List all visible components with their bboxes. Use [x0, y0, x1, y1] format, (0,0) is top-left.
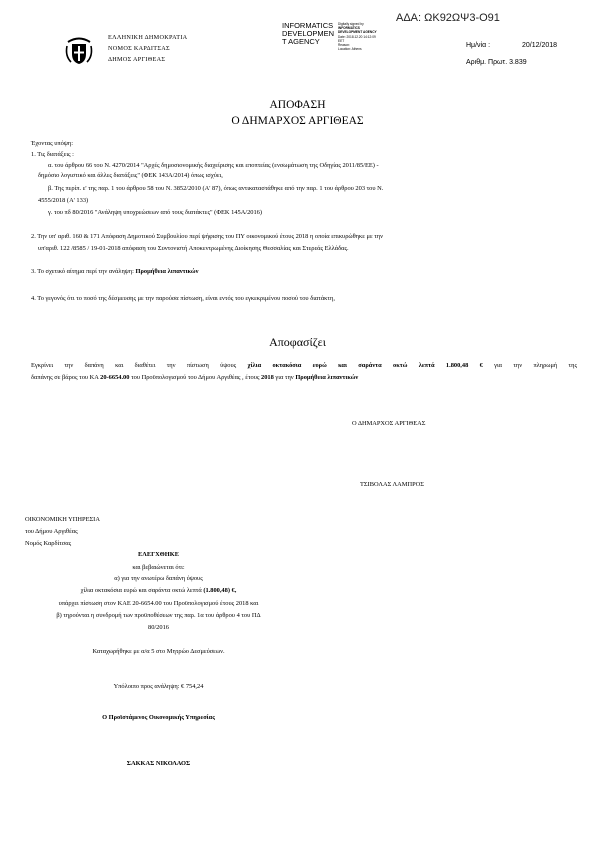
item-1a-cont: δημόσιο λογιστικό και άλλες διατάξεις" (ΦΕΚ 143Α/2014) όπως ισχύει,: [38, 172, 223, 179]
sig-line: Digitally signed by: [338, 22, 364, 26]
protocol-label: Αριθμ. Πρωτ.: [466, 59, 508, 66]
item-1a: α. του άρθρου 66 του Ν. 4270/2014 "Αρχές δημοσιονομικής διαχείρισης και εποπτείας (ενσωμάτωση της Οδηγίας 2011/85/ΕΕ) -: [48, 162, 379, 169]
gov-line: ΔΗΜΟΣ ΑΡΓΙΘΕΑΣ: [108, 56, 166, 63]
item-3: [31, 268, 198, 276]
item-4: 4. Το γεγονός ότι το ποσό της δέσμευσης με την παρούσα πίστωση, είναι εντός του εγκεκριμένου ποσού του διατάκτη,: [31, 295, 335, 302]
item-1: 1. Τις διατάξεις :: [31, 151, 74, 158]
balance-text: Υπόλοιπο προς ανάληψη: € 754,24: [113, 683, 204, 690]
decision-amount-words: χίλια οκτακόσια ευρώ και σαράντα οκτώ λεπτά: [247, 362, 435, 369]
date-row: [466, 37, 558, 54]
item-2: 2. Την υπ' αριθ. 160 & 171 Απόφαση Δημοτικού Συμβουλίου περί ψήφισης του ΠΥ οικονομικού έτους 2018 η οποία επικυρώθηκε με την: [31, 233, 384, 240]
decision-text: δαπάνης σε βάρος του ΚΑ: [31, 374, 99, 381]
agency-line: DEVELOPMEN: [282, 29, 335, 38]
finance-prefecture: Νομός Καρδίτσας: [25, 540, 72, 547]
finance-b-line: β) τηρούνται η συνδρομή των προϋποθέσεων της παρ. 1α του άρθρου 4 του ΠΔ: [56, 612, 261, 619]
decision-heading: Αποφασίζει: [269, 335, 326, 349]
document-title: [0, 97, 595, 129]
finance-dept: ΟΙΚΟΝΟΜΙΚΗ ΥΠΗΡΕΣΙΑ: [25, 516, 100, 523]
date-label: Ημ/νία :: [466, 42, 491, 49]
finance-credit-line: υπάρχει πίστωση στον ΚΑΕ 20-6654.00 του Προϋπολογισμού έτους 2018 και: [58, 600, 259, 607]
title-line-2: Ο ΔΗΜΑΡΧΟΣ ΑΡΓΙΘΕΑΣ: [231, 115, 364, 127]
certified-text: και βεβαιώνεται ότι:: [132, 564, 185, 571]
gov-line: ΝΟΜΟΣ ΚΑΡΔΙΤΣΑΣ: [108, 45, 170, 52]
mayor-role: Ο ΔΗΜΑΡΧΟΣ ΑΡΓΙΘΕΑΣ: [352, 420, 426, 427]
item-1b-cont: 4555/2018 (Α' 133): [38, 197, 89, 204]
item-3-prefix: 3. Το σχετικό αίτημα περί την ανάληψη:: [31, 268, 134, 275]
title-line-1: ΑΠΟΦΑΣΗ: [269, 99, 326, 111]
decision-text: για την πληρωμή της: [494, 362, 577, 369]
sig-line: Reason:: [338, 43, 350, 48]
sig-line: EET: [338, 38, 345, 43]
agency-line: T AGENCY: [282, 37, 320, 46]
decision-paragraph-line-2: [31, 374, 358, 382]
protocol-value: 3.839: [509, 59, 527, 66]
sig-line: INFORMATICS: [338, 26, 360, 31]
finance-amount-words: χίλια οκτακόσια ευρώ και σαράντα οκτώ λεπτά: [80, 587, 202, 594]
finance-amount-line: [0, 587, 317, 595]
finance-a-line: α) για την ανωτέρω δαπάνη ύψους: [114, 575, 203, 582]
government-header: [108, 32, 187, 65]
sig-line: Location: Athens: [338, 47, 362, 52]
agency-name: [282, 22, 334, 46]
greek-emblem-icon: [64, 34, 94, 66]
checked-label: ΕΛΕΓΧΘΗΚΕ: [138, 551, 179, 558]
protocol-row: [466, 54, 527, 71]
item-3-subject: Προμήθεια λιπαντικών: [135, 268, 199, 275]
decision-subject: Προμήθεια λιπαντικών: [295, 374, 359, 381]
decision-text: του Προϋπολογισμού του Δήμου Αργιθέας , έτους: [131, 374, 260, 381]
digital-signature-info: [338, 22, 377, 51]
registration-text: Καταχωρήθηκε με α/α 5 στο Μητρώο Δεσμεύσεων.: [92, 648, 225, 655]
finance-municipality: του Δήμου Αργιθέας: [25, 528, 78, 535]
finance-head-role: Ο Προϊστάμενος Οικονομικής Υπηρεσίας: [102, 714, 215, 721]
decision-year: 2018: [261, 374, 274, 381]
decision-text: για την: [275, 374, 294, 381]
ada-code: ΑΔΑ: ΩΚ92ΩΨ3-Ο91: [396, 12, 500, 24]
intro-text: Έχοντας υπόψη:: [31, 140, 73, 147]
finance-pd: 80/2016: [148, 624, 169, 631]
decision-text: Εγκρίνει την δαπάνη και διαθέτει την πίστωση ύψους: [31, 362, 237, 369]
decision-ka-code: 20-6654.00: [100, 374, 130, 381]
sig-line: Date: 2018.12.20 14:12:09: [338, 34, 376, 39]
decision-amount: 1.800,48 €: [445, 362, 483, 369]
mayor-name: ΤΣΙΒΟΛΑΣ ΛΑΜΠΡΟΣ: [360, 481, 424, 488]
sig-line: DEVELOPMENT AGENCY: [338, 30, 377, 35]
date-value: 20/12/2018: [522, 42, 558, 49]
item-2-cont: υπ'αριθ. 122 /8585 / 19-01-2018 απόφαση του Συντονιστή Αποκεντρωμένης Διοίκησης Θεσσαλίας και Στερεάς Ελλάδας.: [38, 245, 349, 252]
item-1c: γ. του πδ 80/2016 "Ανάληψη υποχρεώσεων από τους διατάκτες" (ΦΕΚ 145Α/2016): [48, 209, 262, 216]
agency-line: INFORMATICS: [282, 21, 334, 30]
gov-line: ΕΛΛΗΝΙΚΗ ΔΗΜΟΚΡΑΤΙΑ: [108, 34, 188, 41]
decision-paragraph-line-1: [31, 362, 577, 370]
item-1b: β. Της περίπ. ε' της παρ. 1 του άρθρου 58 του Ν. 3852/2010 (Α' 87), όπως αντικαταστάθηκε από την παρ. 1 του άρθρου 203 του Ν.: [48, 185, 384, 192]
document-meta: [466, 37, 558, 71]
finance-head-name: ΣΑΚΚΑΣ ΝΙΚΟΛΑΟΣ: [126, 760, 191, 767]
finance-amount: (1.800,48) €,: [203, 587, 237, 594]
